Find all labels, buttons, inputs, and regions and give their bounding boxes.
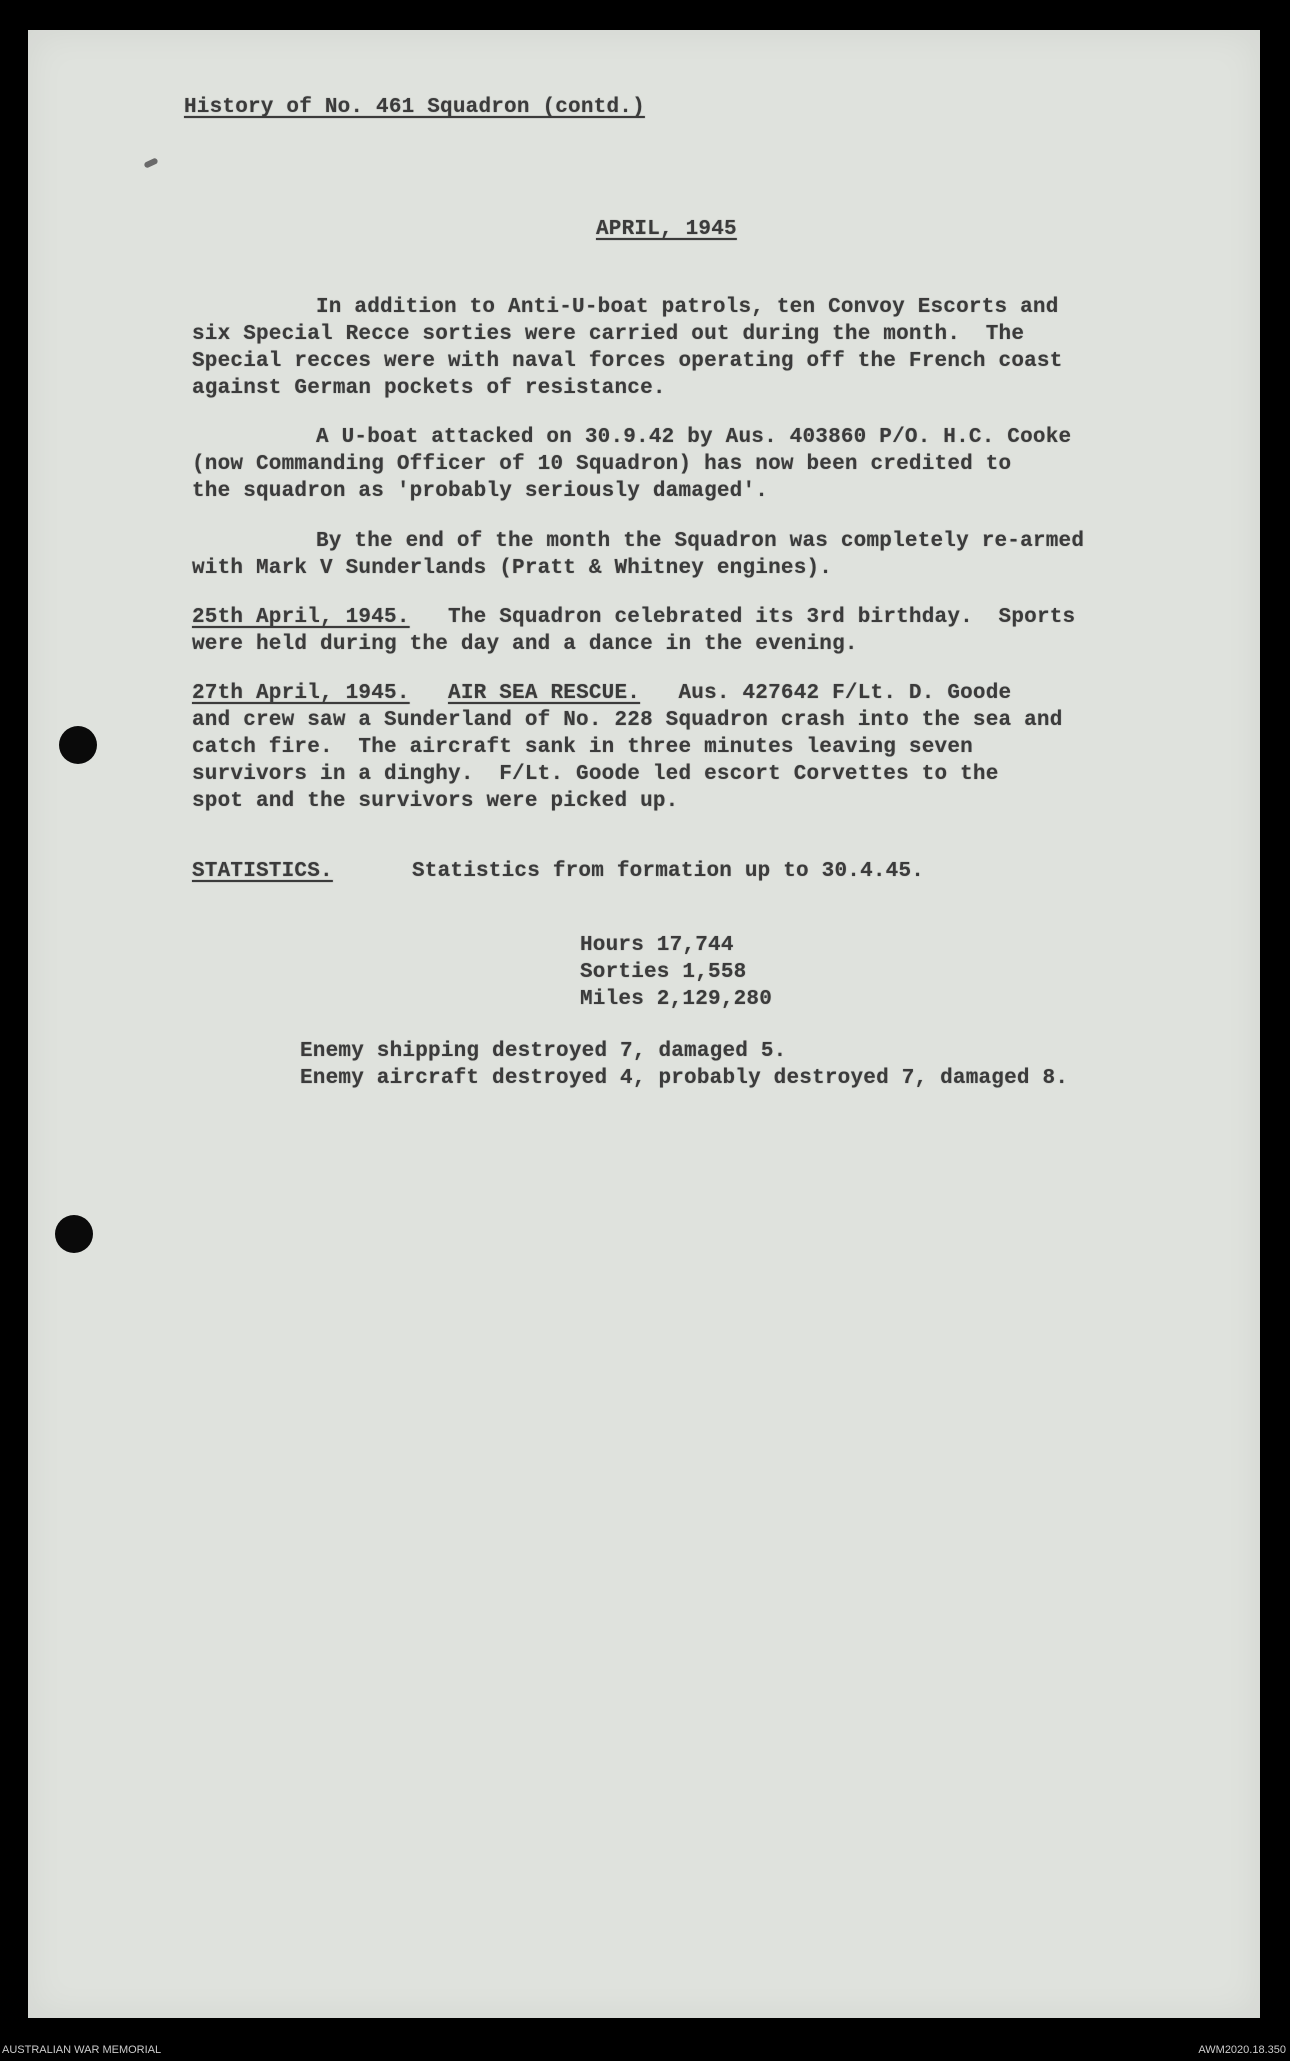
statistics-label: STATISTICS. bbox=[192, 860, 333, 883]
entry-text: The Squadron celebrated its 3rd birthday. Sports bbox=[409, 606, 1076, 629]
entry-line: were held during the day and a dance in the evening. bbox=[192, 633, 858, 656]
document-page bbox=[28, 30, 1260, 2018]
paragraph-line: against German pockets of resistance. bbox=[192, 377, 666, 400]
footer-accession-number: AWM2020.18.350 bbox=[1198, 2044, 1286, 2056]
footer-institution: AUSTRALIAN WAR MEMORIAL bbox=[2, 2044, 162, 2056]
entry-date: 25th April, 1945. bbox=[192, 606, 410, 629]
stat-enemy-aircraft: Enemy aircraft destroyed 4, probably destroyed 7, damaged 8. bbox=[300, 1067, 1069, 1090]
paragraph-line: Special recces were with naval forces operating off the French coast bbox=[192, 350, 1063, 373]
paragraph-line: By the end of the month the Squadron was completely re-armed bbox=[316, 530, 1085, 553]
entry-line bbox=[192, 680, 1011, 707]
entry-line: catch fire. The aircraft sank in three minutes leaving seven bbox=[192, 736, 973, 759]
pen-mark bbox=[143, 157, 158, 168]
paragraph-line: In addition to Anti-U-boat patrols, ten Convoy Escorts and bbox=[316, 296, 1059, 319]
document-header: History of No. 461 Squadron (contd.) bbox=[184, 96, 645, 119]
entry-text: Aus. 427642 F/Lt. D. Goode bbox=[640, 682, 1012, 705]
entry-line: survivors in a dinghy. F/Lt. Goode led escort Corvettes to the bbox=[192, 763, 999, 786]
entry-date: 27th April, 1945. bbox=[192, 682, 410, 705]
entry-line: spot and the survivors were picked up. bbox=[192, 790, 679, 813]
stat-miles: Miles 2,129,280 bbox=[580, 988, 773, 1011]
entry-line bbox=[192, 604, 1075, 631]
paragraph-line: with Mark V Sunderlands (Pratt & Whitney engines). bbox=[192, 557, 833, 580]
entry-title: AIR SEA RESCUE. bbox=[448, 682, 641, 705]
month-heading: APRIL, 1945 bbox=[596, 218, 737, 241]
entry-gap bbox=[410, 682, 448, 705]
paragraph-line: the squadron as 'probably seriously damaged'. bbox=[192, 480, 769, 503]
statistics-intro: Statistics from formation up to 30.4.45. bbox=[412, 860, 925, 883]
paragraph-line: A U-boat attacked on 30.9.42 by Aus. 403860 P/O. H.C. Cooke bbox=[316, 426, 1072, 449]
paragraph-line: (now Commanding Officer of 10 Squadron) has now been credited to bbox=[192, 453, 1012, 476]
punch-hole bbox=[55, 1215, 93, 1253]
stat-enemy-shipping: Enemy shipping destroyed 7, damaged 5. bbox=[300, 1040, 787, 1063]
paragraph-line: six Special Recce sorties were carried out during the month. The bbox=[192, 323, 1025, 346]
stat-hours: Hours 17,744 bbox=[580, 934, 734, 957]
stat-sorties: Sorties 1,558 bbox=[580, 961, 747, 984]
entry-line: and crew saw a Sunderland of No. 228 Squadron crash into the sea and bbox=[192, 709, 1063, 732]
punch-hole bbox=[59, 726, 97, 764]
